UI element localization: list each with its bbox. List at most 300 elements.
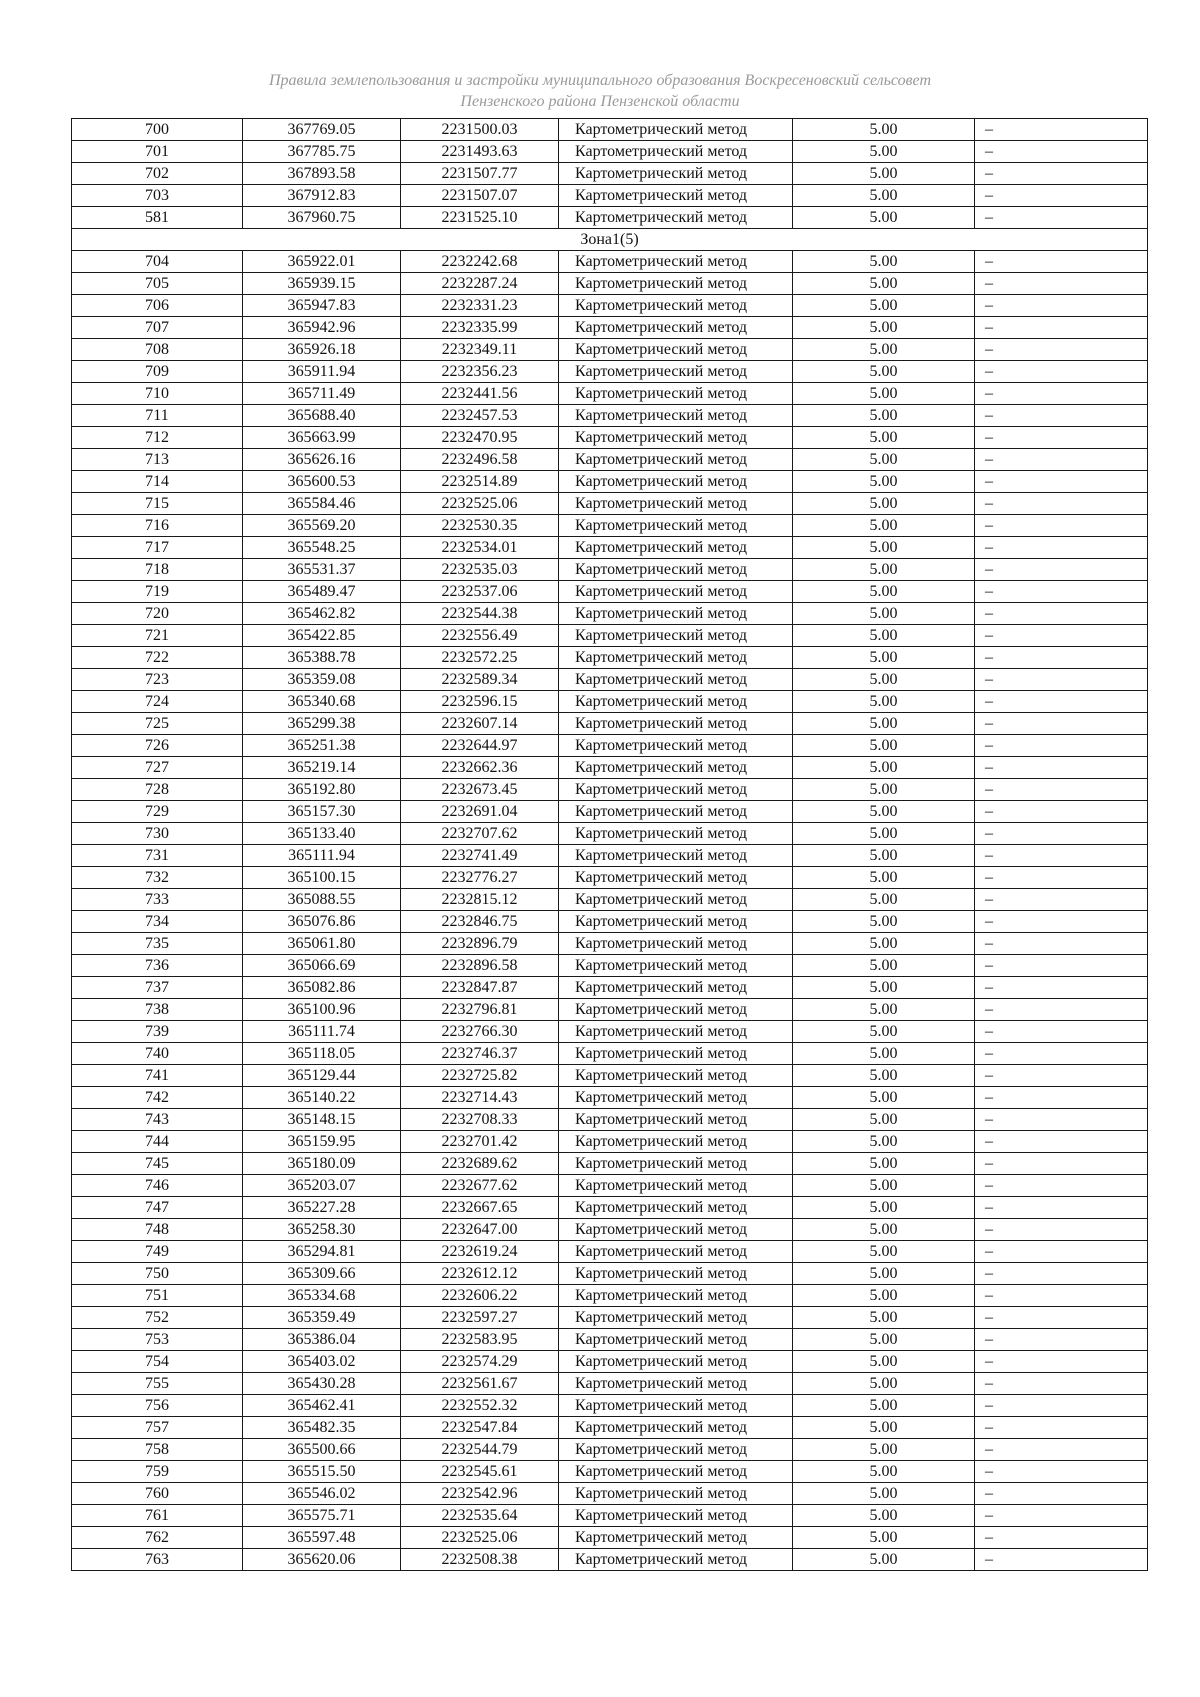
table-row [72,1175,1148,1197]
table-row [72,823,1148,845]
description-cell: – [975,691,1148,713]
table-row [72,317,1148,339]
accuracy-cell: 5.00 [793,1219,975,1241]
description-cell: – [975,1329,1148,1351]
y-coordinate-cell: 2231525.10 [401,207,559,229]
table-row [72,581,1148,603]
point-number-cell: 736 [72,955,243,977]
description-cell: – [975,1351,1148,1373]
method-cell: Картометрический метод [559,845,793,867]
method-cell: Картометрический метод [559,273,793,295]
accuracy-cell: 5.00 [793,735,975,757]
point-number-cell: 702 [72,163,243,185]
accuracy-cell: 5.00 [793,185,975,207]
description-cell: – [975,955,1148,977]
method-cell: Картометрический метод [559,207,793,229]
y-coordinate-cell: 2232647.00 [401,1219,559,1241]
table-row [72,405,1148,427]
point-number-cell: 704 [72,251,243,273]
description-cell: – [975,1373,1148,1395]
point-number-cell: 758 [72,1439,243,1461]
x-coordinate-cell: 365299.38 [243,713,401,735]
table-row [72,713,1148,735]
y-coordinate-cell: 2232525.06 [401,1527,559,1549]
method-cell: Картометрический метод [559,911,793,933]
method-cell: Картометрический метод [559,999,793,1021]
y-coordinate-cell: 2232457.53 [401,405,559,427]
table-row [72,1351,1148,1373]
table-row [72,339,1148,361]
description-cell: – [975,471,1148,493]
table-row [72,163,1148,185]
x-coordinate-cell: 365148.15 [243,1109,401,1131]
y-coordinate-cell: 2232597.27 [401,1307,559,1329]
accuracy-cell: 5.00 [793,449,975,471]
accuracy-cell: 5.00 [793,779,975,801]
point-number-cell: 756 [72,1395,243,1417]
point-number-cell: 747 [72,1197,243,1219]
table-row [72,845,1148,867]
description-cell: – [975,1395,1148,1417]
x-coordinate-cell: 365100.15 [243,867,401,889]
method-cell: Картометрический метод [559,1131,793,1153]
x-coordinate-cell: 365100.96 [243,999,401,1021]
x-coordinate-cell: 365157.30 [243,801,401,823]
method-cell: Картометрический метод [559,119,793,141]
point-number-cell: 726 [72,735,243,757]
y-coordinate-cell: 2232644.97 [401,735,559,757]
point-number-cell: 728 [72,779,243,801]
method-cell: Картометрический метод [559,757,793,779]
coordinates-table [71,118,1148,1571]
description-cell: – [975,1439,1148,1461]
x-coordinate-cell: 365088.55 [243,889,401,911]
method-cell: Картометрический метод [559,581,793,603]
point-number-cell: 762 [72,1527,243,1549]
accuracy-cell: 5.00 [793,1153,975,1175]
table-row [72,1109,1148,1131]
method-cell: Картометрический метод [559,185,793,207]
x-coordinate-cell: 365227.28 [243,1197,401,1219]
accuracy-cell: 5.00 [793,207,975,229]
description-cell: – [975,933,1148,955]
table-row [72,867,1148,889]
point-number-cell: 734 [72,911,243,933]
description-cell: – [975,163,1148,185]
table-row [72,449,1148,471]
accuracy-cell: 5.00 [793,559,975,581]
method-cell: Картометрический метод [559,1263,793,1285]
accuracy-cell: 5.00 [793,1505,975,1527]
y-coordinate-cell: 2232535.64 [401,1505,559,1527]
description-cell: – [975,1175,1148,1197]
accuracy-cell: 5.00 [793,317,975,339]
point-number-cell: 740 [72,1043,243,1065]
point-number-cell: 581 [72,207,243,229]
x-coordinate-cell: 365515.50 [243,1461,401,1483]
accuracy-cell: 5.00 [793,603,975,625]
x-coordinate-cell: 365489.47 [243,581,401,603]
x-coordinate-cell: 365180.09 [243,1153,401,1175]
table-row [72,1373,1148,1395]
point-number-cell: 757 [72,1417,243,1439]
table-row [72,1263,1148,1285]
table-row [72,801,1148,823]
x-coordinate-cell: 365575.71 [243,1505,401,1527]
accuracy-cell: 5.00 [793,1109,975,1131]
y-coordinate-cell: 2232537.06 [401,581,559,603]
point-number-cell: 722 [72,647,243,669]
method-cell: Картометрический метод [559,537,793,559]
x-coordinate-cell: 365911.94 [243,361,401,383]
y-coordinate-cell: 2232619.24 [401,1241,559,1263]
x-coordinate-cell: 365294.81 [243,1241,401,1263]
method-cell: Картометрический метод [559,603,793,625]
accuracy-cell: 5.00 [793,955,975,977]
method-cell: Картометрический метод [559,647,793,669]
y-coordinate-cell: 2232796.81 [401,999,559,1021]
table-row [72,625,1148,647]
accuracy-cell: 5.00 [793,493,975,515]
table-row [72,559,1148,581]
x-coordinate-cell: 365663.99 [243,427,401,449]
y-coordinate-cell: 2232331.23 [401,295,559,317]
x-coordinate-cell: 365942.96 [243,317,401,339]
point-number-cell: 746 [72,1175,243,1197]
table-row [72,691,1148,713]
description-cell: – [975,625,1148,647]
description-cell: – [975,1219,1148,1241]
table-row [72,141,1148,163]
table-row [72,1329,1148,1351]
y-coordinate-cell: 2232677.62 [401,1175,559,1197]
description-cell: – [975,603,1148,625]
method-cell: Картометрический метод [559,1087,793,1109]
accuracy-cell: 5.00 [793,537,975,559]
method-cell: Картометрический метод [559,1351,793,1373]
description-cell: – [975,1505,1148,1527]
method-cell: Картометрический метод [559,1043,793,1065]
accuracy-cell: 5.00 [793,845,975,867]
x-coordinate-cell: 367785.75 [243,141,401,163]
description-cell: – [975,1483,1148,1505]
description-cell: – [975,867,1148,889]
header-line-1: Правила землепользования и застройки муниципального образования Воскресеновский сельсовет [269,72,931,89]
method-cell: Картометрический метод [559,251,793,273]
description-cell: – [975,1527,1148,1549]
x-coordinate-cell: 365531.37 [243,559,401,581]
x-coordinate-cell: 365334.68 [243,1285,401,1307]
x-coordinate-cell: 365482.35 [243,1417,401,1439]
table-row [72,1549,1148,1571]
description-cell: – [975,273,1148,295]
point-number-cell: 745 [72,1153,243,1175]
coordinates-table-body [72,119,1148,1571]
accuracy-cell: 5.00 [793,867,975,889]
accuracy-cell: 5.00 [793,339,975,361]
y-coordinate-cell: 2232708.33 [401,1109,559,1131]
x-coordinate-cell: 365711.49 [243,383,401,405]
y-coordinate-cell: 2232534.01 [401,537,559,559]
description-cell: – [975,779,1148,801]
y-coordinate-cell: 2232525.06 [401,493,559,515]
point-number-cell: 752 [72,1307,243,1329]
table-row [72,1505,1148,1527]
method-cell: Картометрический метод [559,977,793,999]
point-number-cell: 743 [72,1109,243,1131]
x-coordinate-cell: 365388.78 [243,647,401,669]
table-row [72,493,1148,515]
method-cell: Картометрический метод [559,713,793,735]
point-number-cell: 748 [72,1219,243,1241]
header-line-2: Пензенского района Пензенской области [460,93,740,110]
y-coordinate-cell: 2232470.95 [401,427,559,449]
method-cell: Картометрический метод [559,1307,793,1329]
x-coordinate-cell: 365600.53 [243,471,401,493]
method-cell: Картометрический метод [559,1417,793,1439]
description-cell: – [975,1285,1148,1307]
y-coordinate-cell: 2232583.95 [401,1329,559,1351]
table-row [72,273,1148,295]
y-coordinate-cell: 2232606.22 [401,1285,559,1307]
point-number-cell: 744 [72,1131,243,1153]
x-coordinate-cell: 365688.40 [243,405,401,427]
accuracy-cell: 5.00 [793,801,975,823]
x-coordinate-cell: 365129.44 [243,1065,401,1087]
table-row [72,1395,1148,1417]
table-row [72,207,1148,229]
x-coordinate-cell: 365922.01 [243,251,401,273]
accuracy-cell: 5.00 [793,119,975,141]
table-row [72,1219,1148,1241]
method-cell: Картометрический метод [559,933,793,955]
accuracy-cell: 5.00 [793,977,975,999]
description-cell: – [975,647,1148,669]
description-cell: – [975,427,1148,449]
y-coordinate-cell: 2232547.84 [401,1417,559,1439]
point-number-cell: 712 [72,427,243,449]
table-row [72,999,1148,1021]
point-number-cell: 708 [72,339,243,361]
y-coordinate-cell: 2232572.25 [401,647,559,669]
description-cell: – [975,361,1148,383]
x-coordinate-cell: 365219.14 [243,757,401,779]
x-coordinate-cell: 365422.85 [243,625,401,647]
point-number-cell: 713 [72,449,243,471]
description-cell: – [975,295,1148,317]
point-number-cell: 724 [72,691,243,713]
accuracy-cell: 5.00 [793,1373,975,1395]
y-coordinate-cell: 2232746.37 [401,1043,559,1065]
accuracy-cell: 5.00 [793,647,975,669]
table-row [72,1417,1148,1439]
method-cell: Картометрический метод [559,1483,793,1505]
y-coordinate-cell: 2232544.79 [401,1439,559,1461]
table-row [72,889,1148,911]
point-number-cell: 729 [72,801,243,823]
table-row [72,537,1148,559]
method-cell: Картометрический метод [559,515,793,537]
accuracy-cell: 5.00 [793,1285,975,1307]
accuracy-cell: 5.00 [793,911,975,933]
point-number-cell: 763 [72,1549,243,1571]
table-row [72,1065,1148,1087]
method-cell: Картометрический метод [559,361,793,383]
method-cell: Картометрический метод [559,669,793,691]
point-number-cell: 750 [72,1263,243,1285]
y-coordinate-cell: 2232552.32 [401,1395,559,1417]
y-coordinate-cell: 2232561.67 [401,1373,559,1395]
method-cell: Картометрический метод [559,295,793,317]
method-cell: Картометрический метод [559,317,793,339]
x-coordinate-cell: 365597.48 [243,1527,401,1549]
x-coordinate-cell: 365133.40 [243,823,401,845]
method-cell: Картометрический метод [559,1527,793,1549]
description-cell: – [975,1461,1148,1483]
point-number-cell: 705 [72,273,243,295]
x-coordinate-cell: 365258.30 [243,1219,401,1241]
point-number-cell: 755 [72,1373,243,1395]
table-row [72,295,1148,317]
method-cell: Картометрический метод [559,625,793,647]
y-coordinate-cell: 2232596.15 [401,691,559,713]
point-number-cell: 739 [72,1021,243,1043]
accuracy-cell: 5.00 [793,1439,975,1461]
accuracy-cell: 5.00 [793,383,975,405]
method-cell: Картометрический метод [559,1373,793,1395]
method-cell: Картометрический метод [559,1109,793,1131]
y-coordinate-cell: 2232542.96 [401,1483,559,1505]
table-row [72,119,1148,141]
method-cell: Картометрический метод [559,735,793,757]
table-row [72,383,1148,405]
table-row [72,1021,1148,1043]
point-number-cell: 737 [72,977,243,999]
accuracy-cell: 5.00 [793,1263,975,1285]
y-coordinate-cell: 2231500.03 [401,119,559,141]
point-number-cell: 706 [72,295,243,317]
point-number-cell: 718 [72,559,243,581]
method-cell: Картометрический метод [559,1395,793,1417]
accuracy-cell: 5.00 [793,1527,975,1549]
accuracy-cell: 5.00 [793,295,975,317]
point-number-cell: 751 [72,1285,243,1307]
table-row [72,779,1148,801]
description-cell: – [975,185,1148,207]
table-row [72,977,1148,999]
table-row [72,251,1148,273]
description-cell: – [975,1197,1148,1219]
method-cell: Картометрический метод [559,141,793,163]
point-number-cell: 710 [72,383,243,405]
accuracy-cell: 5.00 [793,625,975,647]
point-number-cell: 720 [72,603,243,625]
description-cell: – [975,559,1148,581]
point-number-cell: 731 [72,845,243,867]
description-cell: – [975,1109,1148,1131]
accuracy-cell: 5.00 [793,1329,975,1351]
description-cell: – [975,493,1148,515]
table-row [72,955,1148,977]
table-row [72,1307,1148,1329]
point-number-cell: 703 [72,185,243,207]
accuracy-cell: 5.00 [793,427,975,449]
description-cell: – [975,1417,1148,1439]
description-cell: – [975,669,1148,691]
accuracy-cell: 5.00 [793,1395,975,1417]
accuracy-cell: 5.00 [793,713,975,735]
method-cell: Картометрический метод [559,1461,793,1483]
point-number-cell: 716 [72,515,243,537]
accuracy-cell: 5.00 [793,163,975,185]
y-coordinate-cell: 2232335.99 [401,317,559,339]
method-cell: Картометрический метод [559,823,793,845]
zone-label: Зона1(5) [72,229,1148,251]
accuracy-cell: 5.00 [793,1175,975,1197]
accuracy-cell: 5.00 [793,1197,975,1219]
x-coordinate-cell: 365462.82 [243,603,401,625]
description-cell: – [975,1307,1148,1329]
point-number-cell: 749 [72,1241,243,1263]
point-number-cell: 727 [72,757,243,779]
x-coordinate-cell: 365159.95 [243,1131,401,1153]
accuracy-cell: 5.00 [793,1483,975,1505]
x-coordinate-cell: 365251.38 [243,735,401,757]
y-coordinate-cell: 2232349.11 [401,339,559,361]
description-cell: – [975,207,1148,229]
method-cell: Картометрический метод [559,449,793,471]
point-number-cell: 721 [72,625,243,647]
method-cell: Картометрический метод [559,405,793,427]
table-row [72,1131,1148,1153]
y-coordinate-cell: 2232607.14 [401,713,559,735]
y-coordinate-cell: 2232441.56 [401,383,559,405]
method-cell: Картометрический метод [559,427,793,449]
y-coordinate-cell: 2232287.24 [401,273,559,295]
table-row [72,361,1148,383]
description-cell: – [975,1087,1148,1109]
x-coordinate-cell: 365118.05 [243,1043,401,1065]
x-coordinate-cell: 365066.69 [243,955,401,977]
point-number-cell: 733 [72,889,243,911]
table-row [72,427,1148,449]
table-row [72,1153,1148,1175]
description-cell: – [975,515,1148,537]
y-coordinate-cell: 2232847.87 [401,977,559,999]
description-cell: – [975,405,1148,427]
y-coordinate-cell: 2232508.38 [401,1549,559,1571]
accuracy-cell: 5.00 [793,823,975,845]
accuracy-cell: 5.00 [793,581,975,603]
method-cell: Картометрический метод [559,1219,793,1241]
x-coordinate-cell: 365548.25 [243,537,401,559]
description-cell: – [975,317,1148,339]
y-coordinate-cell: 2232815.12 [401,889,559,911]
x-coordinate-cell: 365111.74 [243,1021,401,1043]
accuracy-cell: 5.00 [793,273,975,295]
accuracy-cell: 5.00 [793,405,975,427]
method-cell: Картометрический метод [559,1065,793,1087]
table-row [72,647,1148,669]
y-coordinate-cell: 2232530.35 [401,515,559,537]
accuracy-cell: 5.00 [793,1065,975,1087]
x-coordinate-cell: 365430.28 [243,1373,401,1395]
description-cell: – [975,1065,1148,1087]
x-coordinate-cell: 365584.46 [243,493,401,515]
point-number-cell: 700 [72,119,243,141]
description-cell: – [975,141,1148,163]
y-coordinate-cell: 2232896.58 [401,955,559,977]
